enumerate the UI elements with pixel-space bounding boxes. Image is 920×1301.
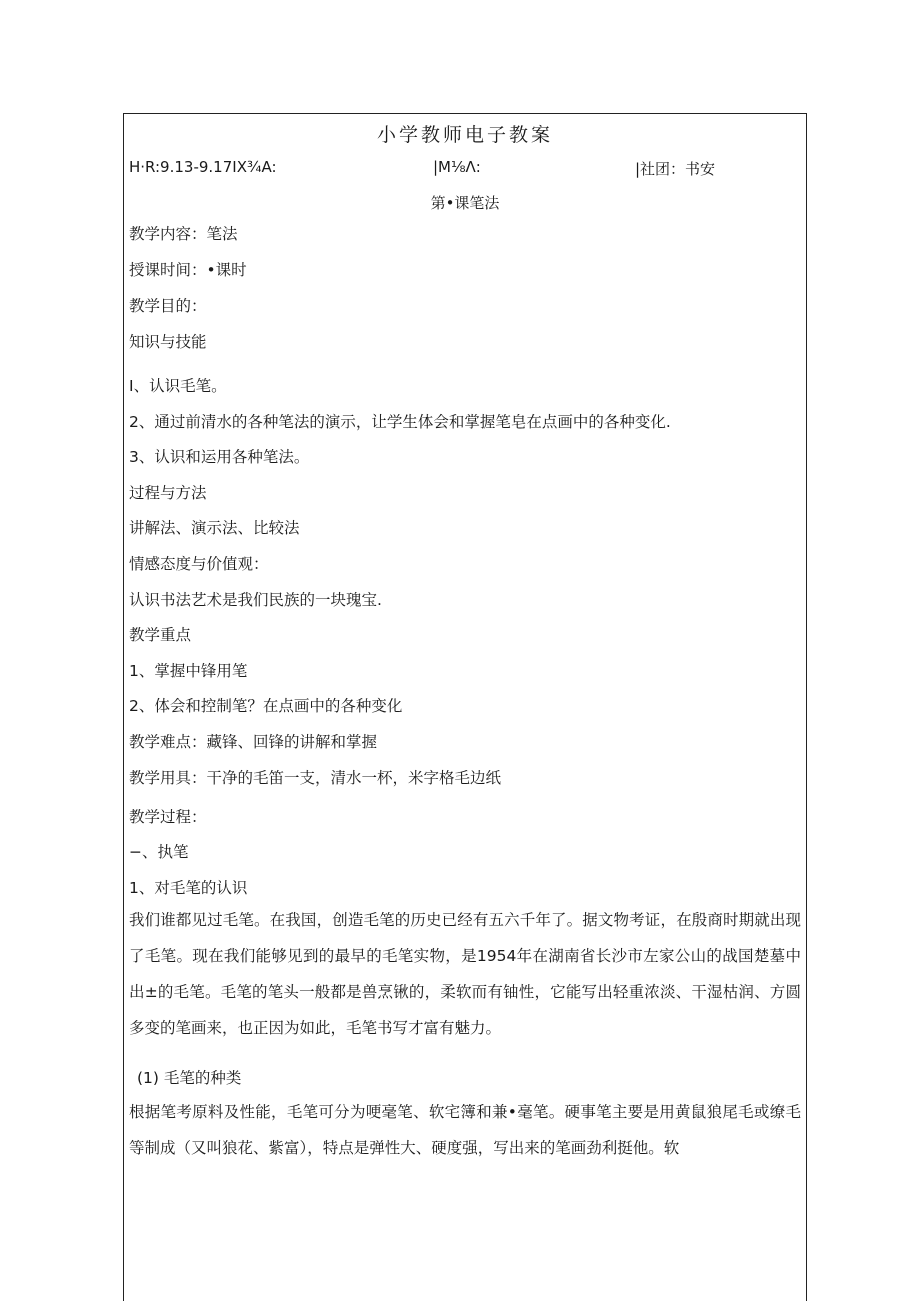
content-line: 教学目的： (129, 297, 207, 315)
content-line: 1、掌握中锋用笔 (129, 662, 248, 680)
content-line: 教学难点：藏锋、回锋的讲解和掌握 (129, 733, 378, 751)
content-line: 授课时间：•课时 (129, 261, 247, 279)
paragraph-history: 我们谁都见过毛笔。在我国，创造毛笔的历史已经有五六千年了。据文物考证，在殷商时期就出现了毛笔。现在我们能够见到的最早的毛笔实物，是1954年在湖南省长沙市左家公山的战国楚墓中出±的毛笔。毛笔的笔头一般都是兽烹锹的，柔软而有铀性，它能写出轻重浓淡、干湿枯润、方圆多变的笔画来，也正因为如此，毛笔书写才富有魅力。 (129, 911, 801, 1037)
mid-info: |M⅛Λ: (433, 158, 481, 176)
content-line: 教学用具：干净的毛笛一支，清水一杯，米字格毛边纸 (129, 769, 502, 787)
paragraph-brush-types: 根据笔考原料及性能，毛笔可分为哽毫笔、软宅簿和兼•毫笔。硬事笔主要是用黄鼠狼尾毛或缭毛等制成（又叫狼花、紫富），特点是弹性大、硬度强，写出来的笔画劲利挺他。软 (129, 1103, 801, 1157)
content-line: I、认识毛笔。 (129, 377, 227, 395)
content-line: 认识书法艺术是我们民族的一块瑰宝. (129, 591, 382, 609)
content-line: 2、通过前清水的各种笔法的演示，让学生体会和掌握笔皂在点画中的各种变化. (129, 413, 671, 431)
date-info: H·R:9.13-9.17IX¾A: (129, 158, 277, 176)
club-info: |社团：书安 (635, 160, 716, 178)
subheading-brush-types: (1) 毛笔的种类 (137, 1069, 242, 1087)
content-line: 教学过程： (129, 808, 207, 826)
lesson-title: 第•课笔法 (430, 194, 500, 212)
content-line: 教学重点 (129, 626, 192, 644)
content-line: 教学内容：笔法 (129, 225, 238, 243)
content-line: 3、认识和运用各种笔法。 (129, 448, 310, 466)
content-line: 过程与方法 (129, 484, 207, 502)
content-line: −、执笔 (129, 843, 189, 861)
content-line: 知识与技能 (129, 333, 207, 351)
page-title: 小学教师电子教案 (376, 124, 553, 146)
content-line: 讲解法、演示法、比较法 (129, 519, 300, 537)
content-line: 情感态度与价值观： (129, 555, 269, 573)
content-line: 1、对毛笔的认识 (129, 879, 248, 897)
lesson-plan-frame (123, 113, 807, 1301)
content-line: 2、体会和控制笔？在点画中的各种变化 (129, 697, 403, 715)
